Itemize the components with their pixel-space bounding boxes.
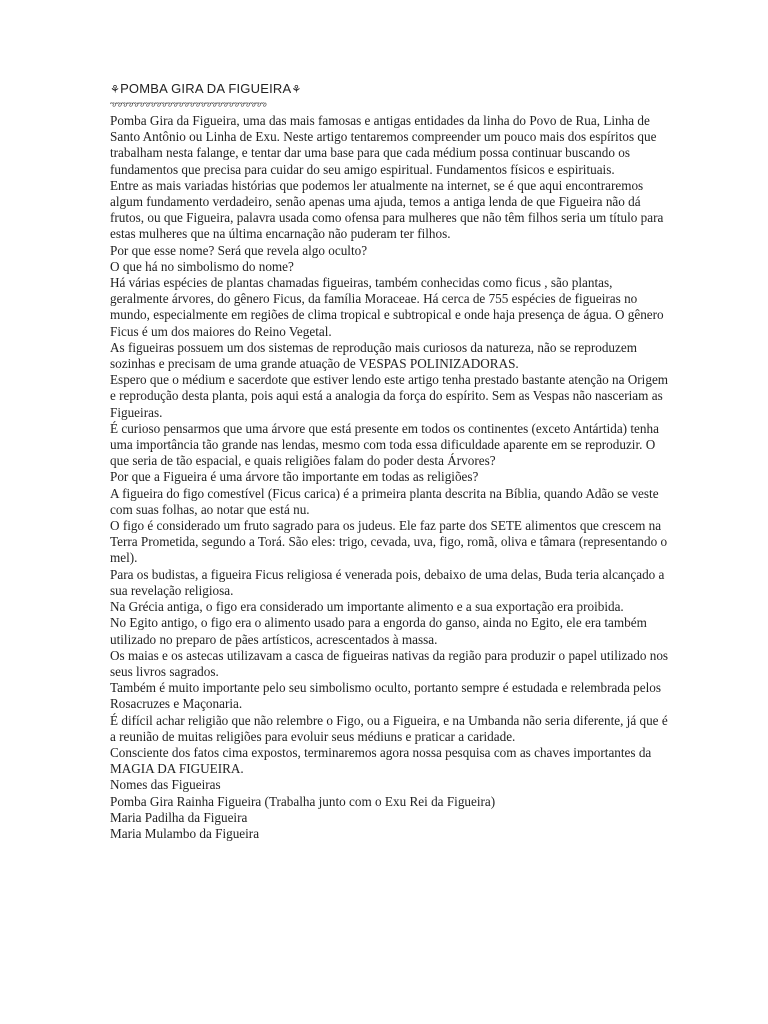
paragraph: O que há no simbolismo do nome?: [110, 258, 294, 274]
paragraph: Há várias espécies de plantas chamadas figueiras, também conhecidas como ficus , são plantas, geralmente árvores, do gênero Ficus, da família Moraceae. Há cerca de 755 espécies de figueiras no mundo, especialmente em regiões de clima tropical e subtropical e onde haja presença de água. O gênero Ficus é um dos maiores do Reino Vegetal.: [110, 275, 664, 339]
paragraph: Por que a Figueira é uma árvore tão importante em todas as religiões?: [110, 469, 479, 485]
paragraph: É difícil achar religião que não relembre o Figo, ou a Figueira, e na Umbanda não seria diferente, já que é a reunião de muitas religiões para evoluir seus médiuns e praticar a caridade.: [110, 712, 668, 744]
paragraph: Também é muito importante pelo seu simbolismo oculto, portanto sempre é estudada e relembrada pelos Rosacruzes e Maçonaria.: [110, 680, 661, 712]
paragraph: Para os budistas, a figueira Ficus religiosa é venerada pois, debaixo de uma delas, Buda teria alcançado a sua revelação religiosa.: [110, 566, 665, 598]
paragraph: Consciente dos fatos cima expostos, terminaremos agora nossa pesquisa com as chaves importantes da MAGIA DA FIGUEIRA.: [110, 744, 652, 777]
flower-ornament-icon: ⚘: [291, 84, 302, 96]
paragraph: O figo é considerado um fruto sagrado para os judeus. Ele faz parte dos SETE alimentos que crescem na Terra Prometida, segundo a Torá. São eles: trigo, cevada, uva, figo, romã, oliva e tâmara (representando o mel).: [110, 518, 668, 566]
list-item: Pomba Gira Rainha Figueira (Trabalha junto com o Exu Rei da Figueira): [110, 793, 496, 809]
document-title-text: POMBA GIRA DA FIGUEIRA: [120, 81, 292, 96]
document-title: [110, 80, 670, 99]
ornament-divider: ఌఌఌఌఌఌఌఌఌఌఌఌఌఌఌఌఌఌఌఌఌఌఌఌఌఌఌఌ: [110, 100, 267, 108]
paragraph: Na Grécia antiga, o figo era considerado um importante alimento e a sua exportação era proibida.: [110, 599, 624, 615]
list-heading: Nomes das Figueiras: [110, 777, 221, 793]
paragraph: Por que esse nome? Será que revela algo oculto?: [110, 242, 368, 258]
list-item: Maria Mulambo da Figueira: [110, 825, 260, 841]
paragraph: As figueiras possuem um dos sistemas de reprodução mais curiosos da natureza, não se reproduzem sozinhas e precisam de uma grande atuação de VESPAS POLINIZADORAS.: [110, 339, 637, 372]
flower-ornament-icon: ⚘: [110, 84, 121, 96]
paragraph: No Egito antigo, o figo era o alimento usado para a engorda do ganso, ainda no Egito, ele era também utilizado no preparo de pães artísticos, acrescentados à massa.: [110, 615, 647, 647]
paragraph: Espero que o médium e sacerdote que estiver lendo este artigo tenha prestado bastante atenção na Origem e reprodução desta planta, pois aqui está a analogia da força do espírito. Sem as Vespas não nasceriam as Figueiras.: [110, 372, 669, 420]
paragraph: É curioso pensarmos que uma árvore que está presente em todos os continentes (exceto Antártida) tenha uma importância tão grande nas lendas, mesmo com toda essa dificuldade aparente em se reproduzir. O que seria de tão espacial, e quais religiões falam do poder desta Árvores?: [110, 420, 659, 469]
paragraph: Entre as mais variadas histórias que podemos ler atualmente na internet, se é que aqui encontraremos algum fundamento verdadeiro, senão apenas uma ajuda, temos a antiga lenda de que Figueira não dá frutos, ou que Figueira, palavra usada como ofensa para mulheres que não têm filhos seria um título para estas mulheres que na última encarnação não puderam ter filhos.: [110, 177, 664, 242]
document-page: [110, 80, 670, 842]
list-item: Maria Padilha da Figueira: [110, 809, 248, 825]
paragraph: A figueira do figo comestível (Ficus carica) é a primeira planta descrita na Bíblia, quando Adão se veste com suas folhas, ao notar que está nu.: [110, 485, 659, 517]
paragraph: Os maias e os astecas utilizavam a casca de figueiras nativas da região para produzir o papel utilizado nos seus livros sagrados.: [110, 647, 669, 679]
paragraph: Pomba Gira da Figueira, uma das mais famosas e antigas entidades da linha do Povo de Rua, Linha de Santo Antônio ou Linha de Exu. Neste artigo tentaremos compreender um pouco mais dos espíritos que trabalham nesta falange, e tentar dar uma base para que cada médium possa continuar buscando os fundamentos que precisa para cuidar do seu amigo espiritual. Fundamentos físicos e espirituais.: [110, 113, 657, 177]
